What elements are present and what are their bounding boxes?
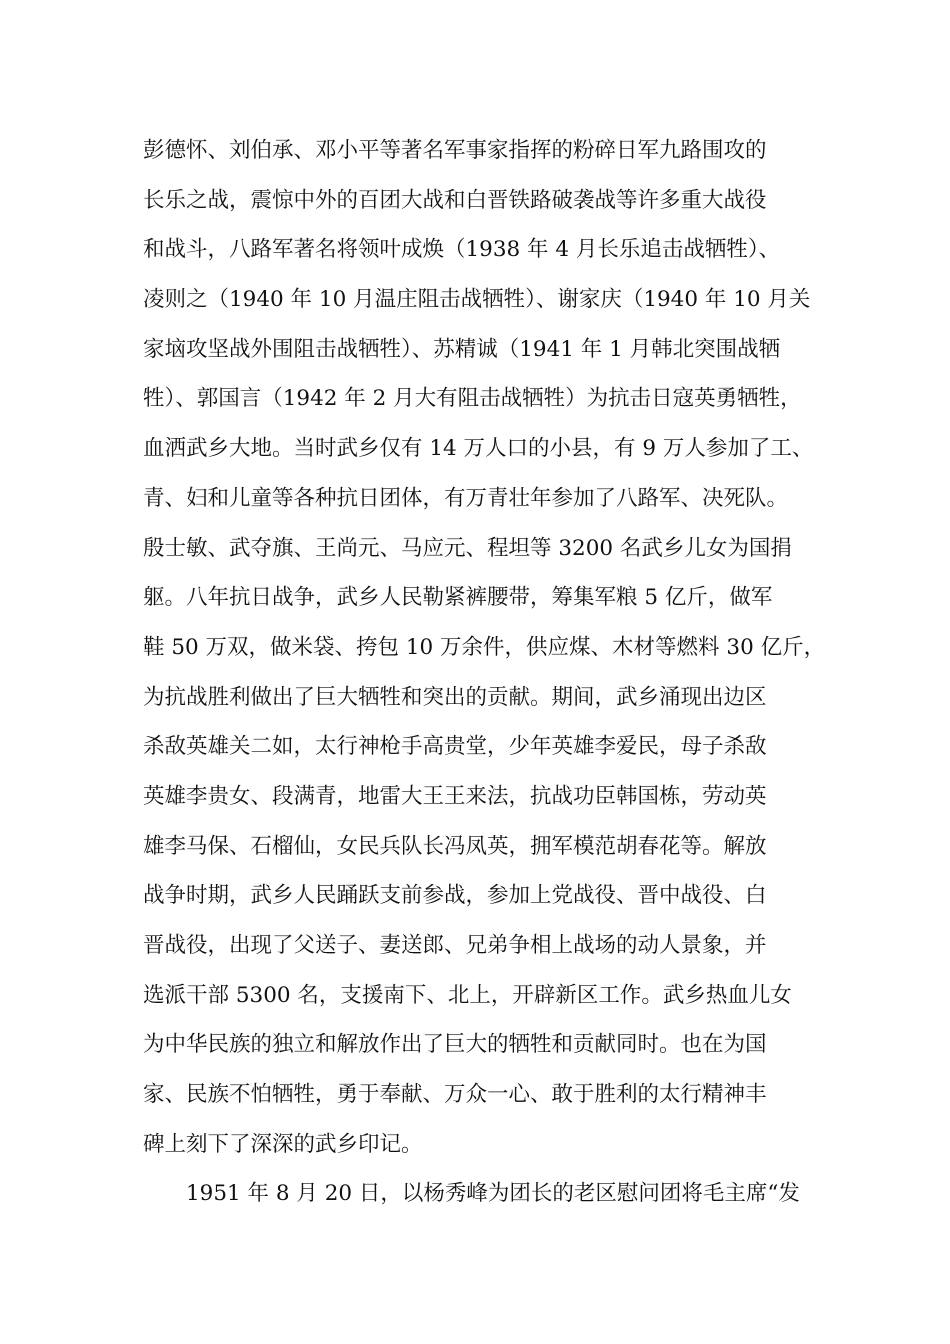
text-line: 战争时期，武乡人民踊跃支前参战，参加上党战役、晋中战役、白 — [143, 883, 767, 909]
text-line: 为抗战胜利做出了巨大牺牲和突出的贡献。期间，武乡涌现出边区 — [143, 684, 767, 710]
text-line: 雄李马保、石榴仙，女民兵队长冯凤英，拥军模范胡春花等。解放 — [143, 833, 767, 859]
body-text — [143, 133, 833, 1226]
text-line: 长乐之战，震惊中外的百团大战和白晋铁路破袭战等许多重大战役 — [143, 187, 767, 213]
text-line: 青、妇和儿童等各种抗日团体，有万青壮年参加了八路军、决死队。 — [143, 485, 789, 511]
text-line: 杀敌英雄关二如，太行神枪手高贵堂，少年英雄李爱民，母子杀敌 — [143, 734, 767, 760]
text-line: 晋战役，出现了父送子、妻送郎、兄弟争相上战场的动人景象，并 — [143, 933, 767, 958]
paragraph-start-line: 1951 年 8 月 20 日，以杨秀峰为团长的老区慰问团将毛主席“发 — [186, 1181, 800, 1207]
text-line: 家、民族不怕牺牲，勇于奉献、万众一心、敢于胜利的太行精神丰 — [143, 1082, 767, 1108]
text-line: 凌则之（1940 年 10 月温庄阻击战牺牲）、谢家庆（1940 年 10 月关 — [143, 287, 811, 313]
text-line: 殷士敏、武夺旗、王尚元、马应元、程坦等 3200 名武乡儿女为国捐 — [143, 535, 792, 561]
text-line: 彭德怀、刘伯承、邓小平等著名军事家指挥的粉碎日军九路围攻的 — [143, 138, 767, 163]
text-line: 家垴攻坚战外围阻击战牺牲）、苏精诚（1941 年 1 月韩北突围战牺 — [143, 336, 781, 362]
text-line: 碑上刻下了深深的武乡印记。 — [143, 1131, 423, 1157]
text-line: 躯。八年抗日战争，武乡人民勒紧裤腰带，筹集军粮 5 亿斤，做军 — [143, 585, 773, 611]
text-line: 血洒武乡大地。当时武乡仅有 14 万人口的小县，有 9 万人参加了工、 — [143, 436, 814, 462]
text-line: 和战斗，八路军著名将领叶成焕（1938 年 4 月长乐追击战牺牲）、 — [143, 237, 781, 263]
text-line: 选派干部 5300 名，支援南下、北上，开辟新区工作。武乡热血儿女 — [143, 982, 792, 1008]
text-line: 为中华民族的独立和解放作出了巨大的牺牲和贡献同时。也在为国 — [143, 1032, 767, 1058]
text-line: 牲）、郭国言（1942 年 2 月大有阻击战牺牲）为抗击日寇英勇牺牲， — [143, 386, 802, 412]
text-line: 英雄李贵女、段满青，地雷大王王来法，抗战功臣韩国栋，劳动英 — [143, 783, 767, 809]
text-line: 鞋 50 万双，做米袋、挎包 10 万余件，供应煤、木材等燃料 30 亿斤， — [143, 634, 826, 660]
